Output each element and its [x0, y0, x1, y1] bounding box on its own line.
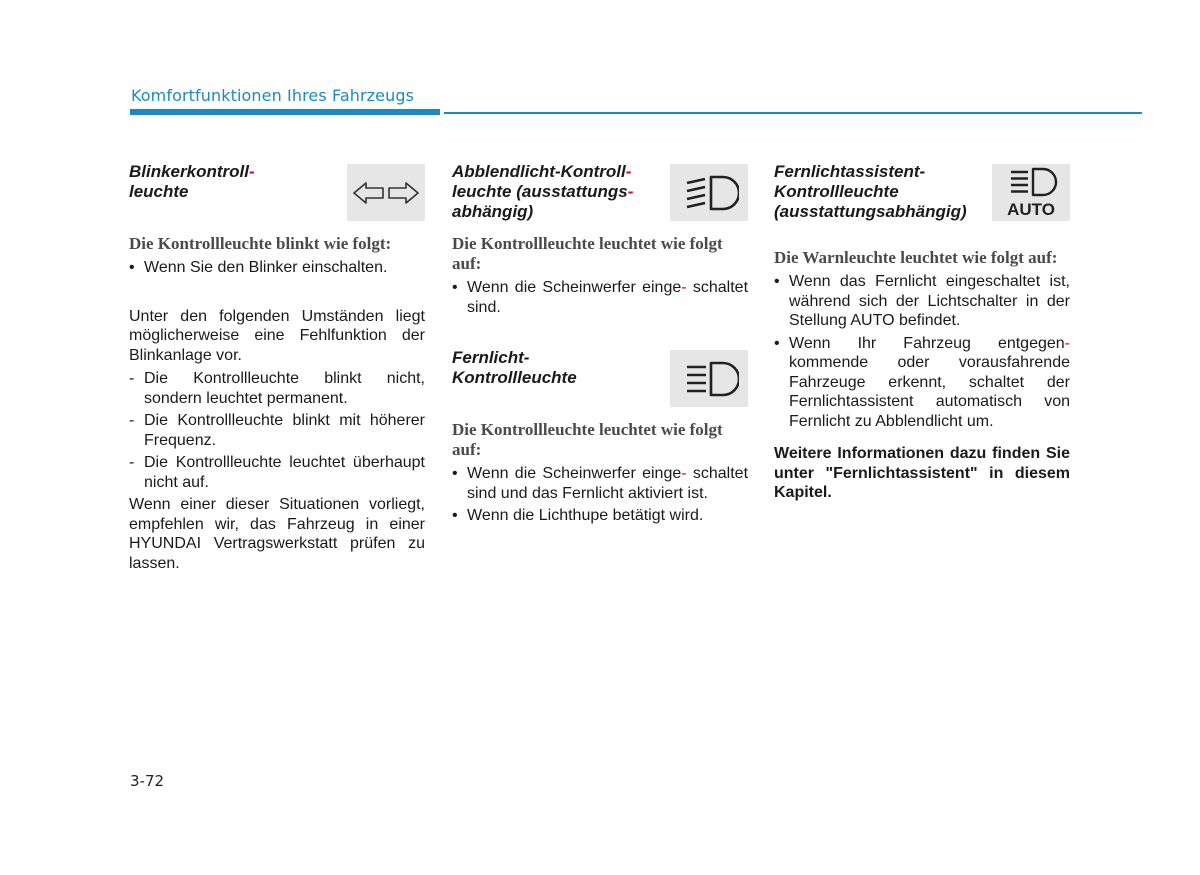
high-beam-assist-icon	[992, 164, 1070, 221]
paragraph: Unter den folgenden Umständen liegt möglicherweise eine Fehlfunktion der Blinkanlage vor.	[129, 307, 425, 364]
list-item: • Wenn Sie den Blinker einschalten.	[129, 259, 388, 276]
section-title: Blinkerkontroll- leuchte	[129, 162, 255, 201]
lead-text: Die Warnleuchte leuchtet wie folgt auf:	[774, 248, 1058, 267]
section-title: Fernlichtassistent- Kontrollleuchte (ausstattungsabhängig)	[774, 162, 967, 221]
condition-list	[129, 258, 425, 278]
section-header-high-beam	[452, 346, 748, 420]
list-item: • Wenn die Scheinwerfer einge- schaltet sind.	[452, 279, 749, 316]
condition-list	[774, 272, 1070, 431]
lead-text: Die Kontrollleuchte leuchtet wie folgt auf:	[452, 420, 723, 459]
paragraph: Wenn einer dieser Situationen vorliegt, empfehlen wir, das Fahrzeug in einer HYUNDAI Vertragswerkstatt prüfen zu lassen.	[129, 496, 425, 572]
info-note: Weitere Informationen dazu finden Sie unter "Fernlichtassistent" in diesem Kapitel.	[774, 445, 1070, 501]
list-item: • Wenn die Scheinwerfer einge- schaltet sind und das Fernlicht aktiviert ist.	[452, 465, 749, 502]
header-rule-accent	[130, 109, 440, 115]
malfunction-list	[129, 369, 425, 492]
lead-text: Die Kontrollleuchte leuchtet wie folgt auf:	[452, 234, 723, 273]
low-beam-icon	[670, 164, 748, 221]
chapter-title: Komfortfunktionen Ihres Fahrzeugs	[131, 86, 415, 105]
column-headlights	[452, 160, 748, 529]
section-header-high-beam-assist	[774, 160, 1070, 248]
condition-list	[452, 464, 748, 526]
list-item: - Die Kontrollleuchte blinkt nicht, sondern leuchtet permanent.	[129, 370, 425, 407]
page-number: 3-72	[130, 772, 165, 790]
list-item: • Wenn das Fernlicht eingeschaltet ist, während sich der Lichtschalter in der Stellung AUTO befindet.	[774, 273, 1070, 329]
section-title: Abblendlicht-Kontroll- leuchte (ausstattungs- abhängig)	[452, 162, 634, 221]
column-turn-signal	[129, 160, 425, 573]
lead-text: Die Kontrollleuchte blinkt wie folgt:	[129, 234, 392, 253]
auto-label: AUTO	[1007, 199, 1055, 219]
section-header-low-beam	[452, 160, 748, 234]
list-item: - Die Kontrollleuchte leuchtet überhaupt nicht auf.	[129, 454, 425, 491]
section-title: Fernlicht- Kontrollleuchte	[452, 348, 577, 387]
list-item: - Die Kontrollleuchte blinkt mit höherer Frequenz.	[129, 412, 425, 449]
header-rule	[444, 112, 1142, 114]
list-item: • Wenn Ihr Fahrzeug entgegen- kommende oder vorausfahrende Fahrzeuge erkennt, schaltet der Fernlichtassistent automatisch von Fernlicht zu Abblendlicht um.	[774, 334, 1070, 430]
high-beam-icon	[670, 350, 748, 407]
turn-signal-arrows-icon	[347, 164, 425, 221]
column-high-beam-assist	[774, 160, 1070, 503]
list-item: • Wenn die Lichthupe betätigt wird.	[452, 507, 704, 524]
condition-list	[452, 278, 748, 317]
section-header-turn-signal	[129, 160, 425, 234]
